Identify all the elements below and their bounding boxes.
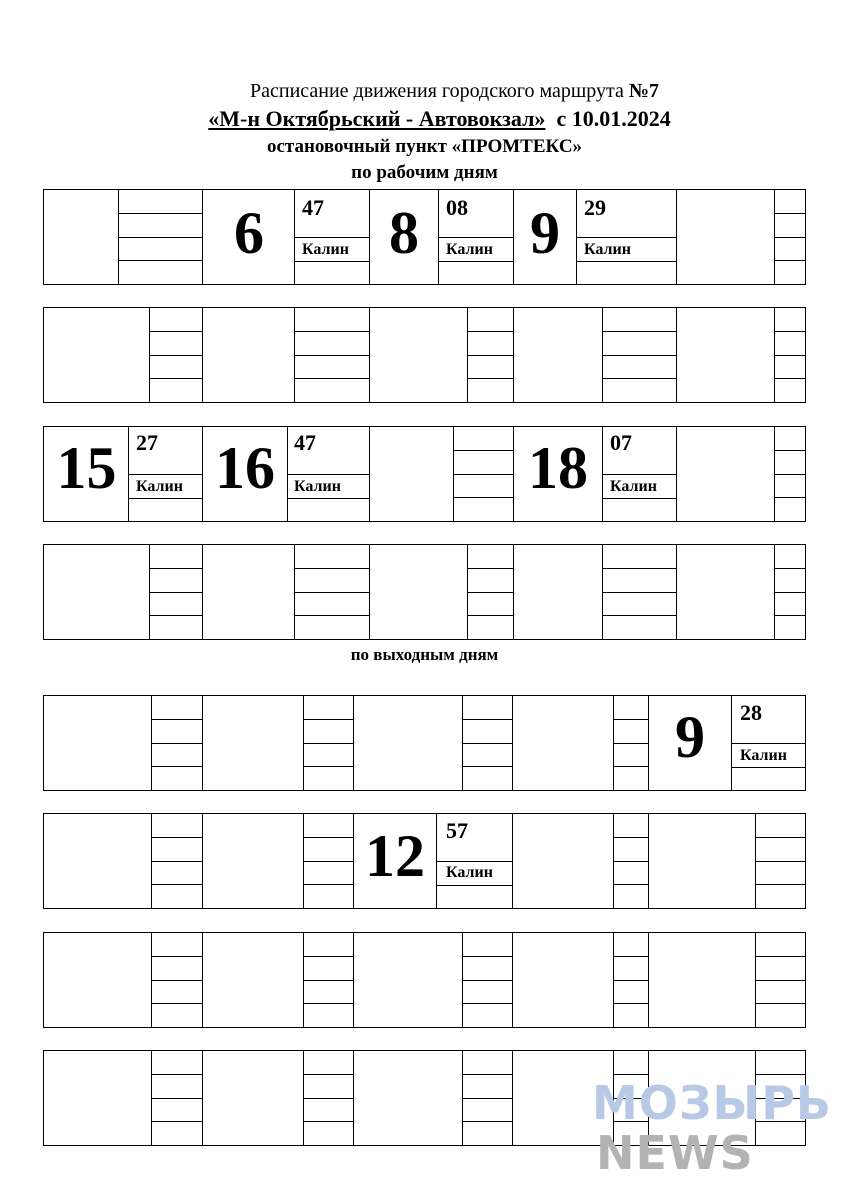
- grid-line: [43, 189, 44, 285]
- grid-line: [774, 474, 806, 475]
- grid-line: [602, 474, 677, 475]
- grid-line: [43, 521, 806, 522]
- weekday-tag-5: Калин: [294, 478, 341, 495]
- grid-line: [43, 813, 806, 814]
- grid-line: [151, 861, 203, 862]
- grid-line: [774, 237, 806, 238]
- weekday-minute-2: 08: [446, 195, 468, 220]
- weekday-tag-2: Калин: [446, 241, 493, 258]
- grid-line: [602, 615, 677, 616]
- weekday-tag-1: Калин: [302, 241, 349, 258]
- grid-line: [774, 497, 806, 498]
- grid-line: [128, 474, 203, 475]
- grid-line: [755, 1074, 806, 1075]
- grid-line: [576, 261, 677, 262]
- grid-line: [287, 474, 370, 475]
- route-number: №7: [628, 80, 659, 102]
- grid-line: [438, 237, 514, 238]
- grid-line: [294, 378, 370, 379]
- grid-line: [774, 260, 806, 261]
- grid-line: [602, 331, 677, 332]
- weekday-label: по рабочим дням: [351, 162, 498, 183]
- grid-line: [602, 568, 677, 569]
- grid-line: [462, 956, 513, 957]
- grid-line: [118, 213, 203, 214]
- grid-line: [151, 1003, 203, 1004]
- grid-line: [774, 213, 806, 214]
- grid-line: [149, 355, 203, 356]
- grid-line: [462, 1121, 513, 1122]
- grid-line: [755, 837, 806, 838]
- grid-line: [453, 497, 514, 498]
- grid-line: [613, 837, 649, 838]
- grid-line: [43, 1050, 806, 1051]
- grid-line: [43, 544, 44, 640]
- grid-line: [151, 1098, 203, 1099]
- grid-line: [613, 766, 649, 767]
- grid-line: [755, 980, 806, 981]
- grid-line: [602, 355, 677, 356]
- grid-line: [149, 568, 203, 569]
- grid-line: [43, 1027, 806, 1028]
- grid-line: [151, 766, 203, 767]
- grid-line: [43, 284, 806, 285]
- grid-line: [462, 1098, 513, 1099]
- grid-line: [462, 719, 513, 720]
- grid-line: [43, 639, 806, 640]
- grid-line: [43, 908, 806, 909]
- grid-line: [149, 615, 203, 616]
- grid-line: [303, 1098, 354, 1099]
- grid-line: [755, 956, 806, 957]
- grid-line: [43, 307, 44, 403]
- stop-name: остановочный пункт «ПРОМТЕКС»: [266, 136, 583, 157]
- grid-line: [613, 1074, 649, 1075]
- grid-line: [303, 861, 354, 862]
- grid-line: [613, 884, 649, 885]
- grid-line: [774, 568, 806, 569]
- grid-line: [294, 568, 370, 569]
- grid-line: [303, 956, 354, 957]
- heading-text: Расписание движения городского маршрута: [249, 80, 629, 102]
- grid-line: [602, 378, 677, 379]
- watermark-news: NEWS: [596, 1126, 754, 1180]
- weekday-minute-3: 29: [584, 195, 606, 220]
- grid-line: [453, 474, 514, 475]
- grid-line: [774, 592, 806, 593]
- grid-line: [467, 615, 514, 616]
- grid-line: [613, 956, 649, 957]
- watermark-mozyr: МОЗЫРЬ: [592, 1076, 832, 1130]
- grid-line: [118, 260, 203, 261]
- grid-line: [151, 884, 203, 885]
- grid-line: [151, 1121, 203, 1122]
- grid-line: [774, 331, 806, 332]
- grid-line: [438, 261, 514, 262]
- weekday-hour-5: 16: [215, 435, 275, 501]
- grid-line: [731, 743, 806, 744]
- grid-line: [303, 1074, 354, 1075]
- grid-line: [151, 980, 203, 981]
- grid-line: [43, 790, 806, 791]
- grid-line: [453, 450, 514, 451]
- grid-line: [303, 837, 354, 838]
- grid-line: [462, 743, 513, 744]
- grid-line: [43, 544, 806, 545]
- grid-line: [613, 980, 649, 981]
- grid-line: [43, 932, 806, 933]
- grid-line: [294, 261, 370, 262]
- grid-line: [303, 884, 354, 885]
- grid-line: [43, 402, 806, 403]
- route-name: «М-н Октябрьский - Автовокзал»: [208, 106, 546, 131]
- grid-line: [467, 592, 514, 593]
- grid-line: [151, 1074, 203, 1075]
- grid-line: [467, 568, 514, 569]
- grid-line: [151, 743, 203, 744]
- grid-line: [602, 498, 677, 499]
- grid-line: [303, 766, 354, 767]
- grid-line: [151, 719, 203, 720]
- grid-line: [467, 355, 514, 356]
- weekend-minute-2: 57: [446, 818, 468, 843]
- grid-line: [149, 378, 203, 379]
- weekend-minute-1: 28: [740, 700, 762, 725]
- grid-line: [613, 743, 649, 744]
- grid-line: [151, 837, 203, 838]
- grid-line: [43, 426, 806, 427]
- weekday-hour-1: 6: [234, 200, 264, 266]
- weekend-hour-2: 12: [365, 823, 425, 889]
- grid-line: [128, 498, 203, 499]
- weekday-hour-4: 15: [56, 435, 117, 501]
- grid-line: [43, 307, 806, 308]
- weekday-hour-6: 18: [528, 435, 588, 501]
- grid-line: [462, 980, 513, 981]
- grid-line: [602, 592, 677, 593]
- grid-line: [755, 861, 806, 862]
- grid-line: [731, 767, 806, 768]
- grid-line: [294, 355, 370, 356]
- weekday-minute-1: 47: [302, 195, 324, 220]
- grid-line: [294, 615, 370, 616]
- grid-line: [462, 1003, 513, 1004]
- weekday-minute-6: 07: [610, 430, 632, 455]
- grid-line: [774, 615, 806, 616]
- grid-line: [287, 498, 370, 499]
- grid-line: [149, 592, 203, 593]
- weekend-tag-1: Калин: [740, 747, 787, 764]
- weekday-tag-3: Калин: [584, 241, 631, 258]
- grid-line: [436, 861, 513, 862]
- grid-line: [436, 885, 513, 886]
- weekday-tag-6: Калин: [610, 478, 657, 495]
- grid-line: [303, 980, 354, 981]
- grid-line: [294, 237, 370, 238]
- grid-line: [613, 719, 649, 720]
- grid-line: [43, 695, 44, 791]
- grid-line: [43, 932, 44, 1028]
- grid-line: [118, 237, 203, 238]
- weekend-hour-1: 9: [675, 704, 705, 770]
- grid-line: [613, 861, 649, 862]
- grid-line: [149, 331, 203, 332]
- weekday-minute-5: 47: [294, 430, 316, 455]
- weekend-label: по выходным дням: [350, 645, 499, 664]
- grid-line: [43, 813, 44, 909]
- grid-line: [43, 695, 806, 696]
- effective-date: с 10.01.2024: [556, 106, 671, 131]
- grid-line: [613, 1003, 649, 1004]
- grid-line: [774, 355, 806, 356]
- grid-line: [462, 1074, 513, 1075]
- grid-line: [774, 378, 806, 379]
- weekday-tag-4: Калин: [136, 478, 183, 495]
- grid-line: [774, 450, 806, 451]
- grid-line: [303, 1003, 354, 1004]
- grid-line: [151, 956, 203, 957]
- grid-line: [462, 766, 513, 767]
- weekday-hour-2: 8: [389, 200, 419, 266]
- weekend-tag-2: Калин: [446, 864, 493, 881]
- grid-line: [294, 331, 370, 332]
- grid-line: [303, 719, 354, 720]
- grid-line: [294, 592, 370, 593]
- weekday-hour-3: 9: [530, 200, 560, 266]
- grid-line: [43, 189, 806, 190]
- grid-line: [755, 1003, 806, 1004]
- grid-line: [755, 884, 806, 885]
- grid-line: [303, 1121, 354, 1122]
- grid-line: [43, 1050, 44, 1146]
- grid-line: [303, 743, 354, 744]
- grid-line: [576, 237, 677, 238]
- grid-line: [467, 331, 514, 332]
- weekday-minute-4: 27: [136, 430, 158, 455]
- grid-line: [467, 378, 514, 379]
